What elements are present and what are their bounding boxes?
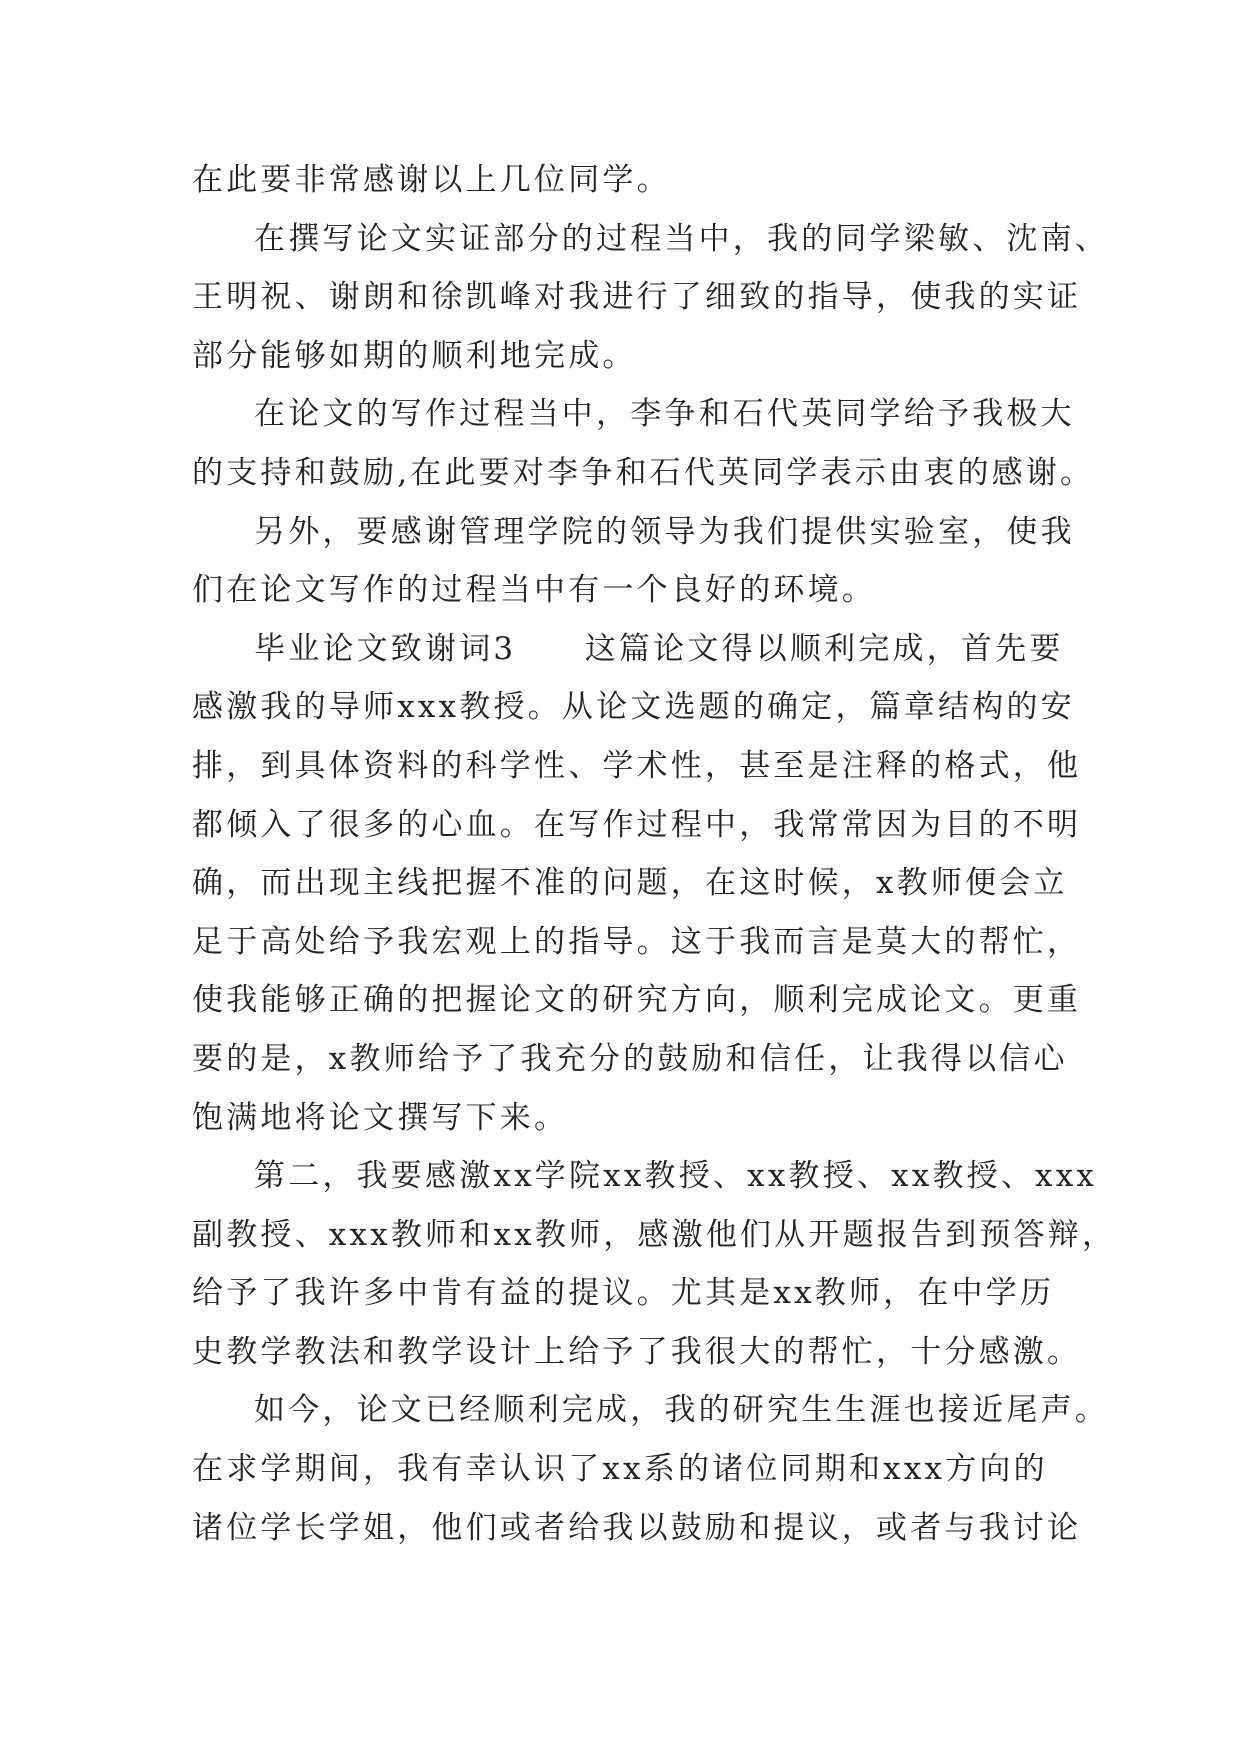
text-line: 给予了我许多中肯有益的提议。尤其是xx教师，在中学历: [192, 1275, 1055, 1312]
text-line: 感激我的导师xxx教授。从论文选题的确定，篇章结构的安: [192, 689, 1075, 726]
text-line: 确，而出现主线把握不准的问题，在这时候，x教师便会立: [192, 865, 1068, 902]
text-line: 史教学教法和教学设计上给予了我很大的帮忙，十分感激。: [192, 1333, 1082, 1370]
text-line: 诸位学长学姐，他们或者给我以鼓励和提议，或者与我讨论: [192, 1509, 1082, 1546]
text-line: 在论文的写作过程当中，李争和石代英同学给予我极大: [254, 396, 1075, 433]
text-line: 要的是，x教师给予了我充分的鼓励和信任，让我得以信心: [192, 1040, 1068, 1077]
text-line: 部分能够如期的顺利地完成。: [192, 337, 637, 374]
text-line: 在求学期间，我有幸认识了xx系的诸位同期和xxx方向的: [192, 1451, 1048, 1488]
text-line: 如今，论文已经顺利完成，我的研究生生涯也接近尾声。: [254, 1392, 1109, 1429]
text-line: 使我能够正确的把握论文的研究方向，顺利完成论文。更重: [192, 982, 1082, 1019]
document-body: [192, 151, 1117, 1557]
text-line: 排，到具体资料的科学性、学术性，甚至是注释的格式，他: [192, 747, 1082, 784]
text-line: 在此要非常感谢以上几位同学。: [192, 162, 671, 198]
text-line: 第二，我要感激xx学院xx教授、xx教授、xx教授、xxx: [254, 1158, 1098, 1195]
text-line: 毕业论文致谢词3 这篇论文得以顺利完成，首先要: [254, 630, 1064, 667]
text-line: 另外，要感谢管理学院的领导为我们提供实验室，使我: [254, 513, 1075, 550]
text-line: 王明祝、谢朗和徐凯峰对我进行了细致的指导，使我的实证: [192, 279, 1082, 316]
text-line: 们在论文写作的过程当中有一个良好的环境。: [192, 572, 876, 609]
text-line: 在撰写论文实证部分的过程当中，我的同学梁敏、沈南、: [254, 220, 1109, 257]
text-line: 饱满地将论文撰写下来。: [192, 1099, 569, 1136]
text-line: 足于高处给予我宏观上的指导。这于我而言是莫大的帮忙，: [192, 923, 1082, 960]
text-line: 副教授、xxx教师和xx教师，感激他们从开题报告到预答辩，: [192, 1216, 1117, 1253]
text-line: 都倾入了很多的心血。在写作过程中，我常常因为目的不明: [192, 806, 1082, 843]
text-line: 的支持和鼓励,在此要对李争和石代英同学表示由衷的感谢。: [192, 454, 1095, 491]
